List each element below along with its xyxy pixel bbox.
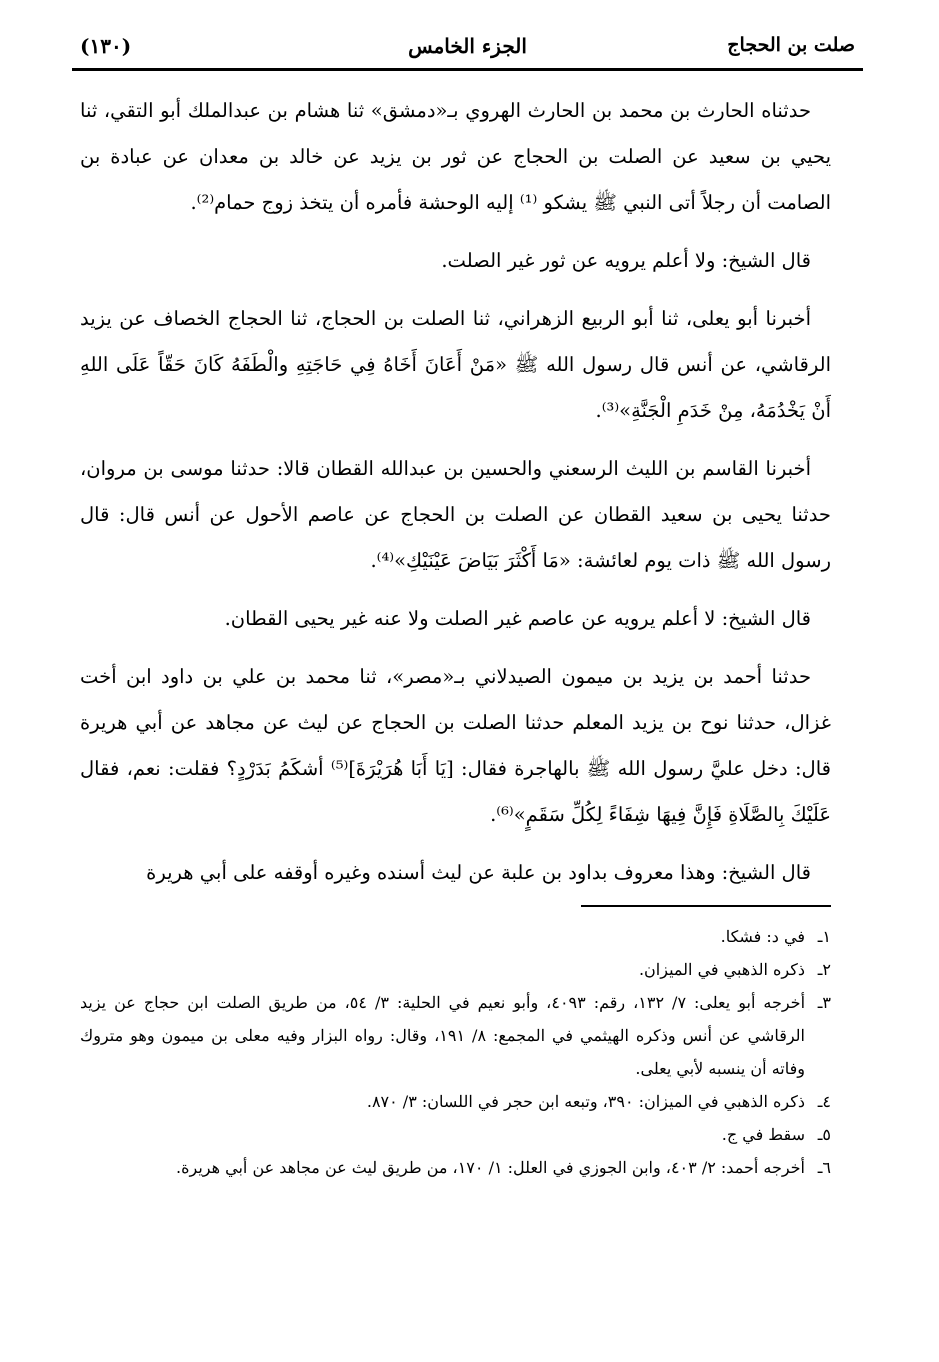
paragraph-hadith-3: أخبرنا القاسم بن الليث الرسعني والحسين بن عبدالله القطان قالا: حدثنا موسى بن مروان، حدثنا يحيى بن سعيد القطان عن الصلت بن الحجاج عن عاصم الأحول عن أنس قال: قال رسول الله ﷺ ذات يوم لعائشة: «مَا أَكْثَرَ بَيَاضَ عَيْنَيْكِ»⁽⁴⁾. xyxy=(80,457,831,572)
footnote-text: ذكره الذهبي في الميزان. xyxy=(638,960,805,979)
page-number: (١٣٠) xyxy=(80,34,132,58)
footnotes xyxy=(80,920,831,1184)
paragraph-comment-2: قال الشيخ: لا أعلم يرويه عن عاصم غير الصلت ولا عنه غير يحيى القطان. xyxy=(224,607,811,630)
footnote-number: ٣ـ xyxy=(817,993,831,1012)
page-header xyxy=(72,28,863,68)
footnote-number: ٥ـ xyxy=(817,1125,831,1144)
footnote xyxy=(80,986,831,1085)
footnote-number: ١ـ xyxy=(817,927,831,946)
footnote xyxy=(80,1085,831,1118)
header-rule xyxy=(72,68,863,71)
footnote-separator xyxy=(581,905,831,907)
paragraph-comment-3: قال الشيخ: وهذا معروف بداود بن علبة عن ليث أسنده وغيره أوقفه على أبي هريرة xyxy=(146,861,811,884)
body-text xyxy=(80,88,831,908)
footnote-number: ٢ـ xyxy=(817,960,831,979)
paragraph-comment-1: قال الشيخ: ولا أعلم يرويه عن ثور غير الصلت. xyxy=(441,249,811,272)
paragraph-hadith-1: حدثناه الحارث بن محمد بن الحارث الهروي بـ«دمشق» ثنا هشام بن عبدالملك أبو التقي، ثنا يحيي بن سعيد عن الصلت بن الحجاج عن ثور بن يزيد عن خالد بن معدان عن عبادة بن الصامت أن رجلاً أتى النبي ﷺ يشكو ⁽¹⁾ إليه الوحشة فأمره أن يتخذ زوج حمام⁽²⁾. xyxy=(80,99,831,214)
part-title: الجزء الخامس xyxy=(408,34,527,58)
footnote-text: سقط في ج. xyxy=(721,1125,805,1144)
paragraph-hadith-4: حدثنا أحمد بن يزيد بن ميمون الصيدلاني بـ«مصر»، ثنا محمد بن علي بن داود ابن أخت غزال، حدثنا نوح بن يزيد المعلم حدثنا الصلت بن الحجاج عن ليث عن مجاهد عن أبي هريرة قال: دخل عليَّ رسول الله ﷺ بالهاجرة فقال: [يَا أَبَا هُرَيْرَةَ]⁽⁵⁾ أشكَمُ بَدَرْدٍ؟ فقلت: نعم، فقال عَلَيْكَ بِالصَّلَاةِ فَإِنَّ فِيهَا شِفَاءً لِكُلِّ سَقَمٍ»⁽⁶⁾. xyxy=(80,665,831,826)
footnote xyxy=(80,1118,831,1151)
footnote-number: ٤ـ xyxy=(817,1092,831,1111)
footnote-number: ٦ـ xyxy=(817,1158,831,1177)
footnote xyxy=(80,920,831,953)
running-title: صلت بن الحجاج xyxy=(727,34,855,56)
footnote-text: أخرجه أبو يعلى: ٧/ ١٣٢، رقم: ٤٠٩٣، وأبو نعيم في الحلية: ٣/ ٥٤، من طريق الصلت ابن حجاج عن يزيد الرقاشي عن أنس وذكره الهيثمي في المجمع: ٨/ ١٩١، وقال: رواه البزار وفيه معلى بن ميمون وهو متروك وفاته أن ينسبه لأبي يعلى. xyxy=(80,993,806,1078)
paragraph-hadith-2: أخبرنا أبو يعلى، ثنا أبو الربيع الزهراني، ثنا الصلت بن الحجاج، ثنا الحجاج الخصاف عن يزيد الرقاشي، عن أنس قال رسول الله ﷺ «مَنْ أَعَانَ أَخَاهُ فِي حَاجَتِهِ والْطَفَهُ كَانَ حَقّاً عَلَى اللهِ أَنْ يَخْدُمَهُ، مِنْ خَدَمِ الْجَنَّةِ»⁽³⁾. xyxy=(80,307,831,422)
footnote-text: أخرجه أحمد: ٢/ ٤٠٣، وابن الجوزي في العلل: ١/ ١٧٠، من طريق ليث عن مجاهد عن أبي هريرة. xyxy=(176,1158,805,1177)
footnote-text: في د: فشكا. xyxy=(720,927,805,946)
footnote xyxy=(80,953,831,986)
footnote xyxy=(80,1151,831,1184)
footnote-text: ذكره الذهبي في الميزان: ٣٩٠، وتبعه ابن حجر في اللسان: ٣/ ٨٧٠. xyxy=(366,1092,805,1111)
